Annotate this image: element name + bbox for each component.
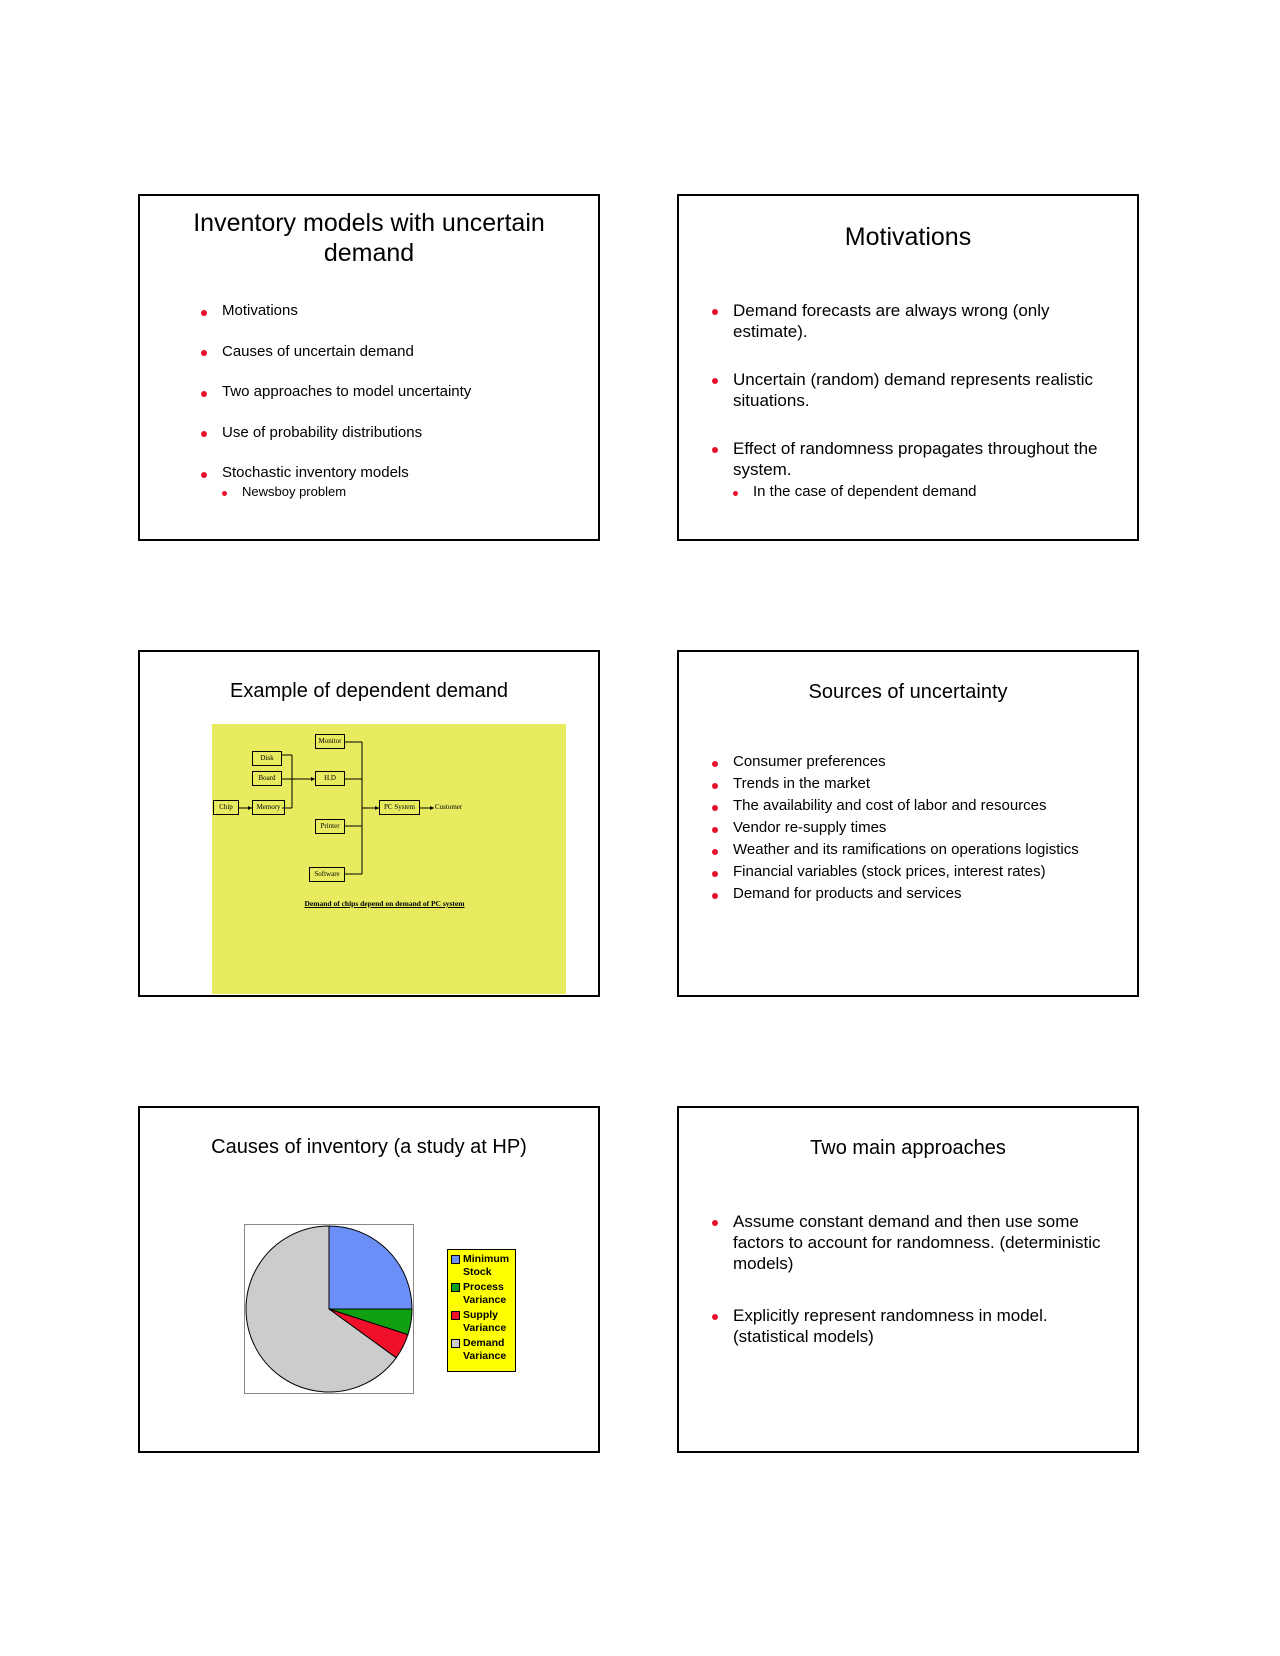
node-customer: Customer bbox=[435, 803, 463, 811]
slide-title: Two main approaches bbox=[810, 1137, 1006, 1159]
slide-6 bbox=[677, 1106, 1139, 1453]
bullet-list bbox=[198, 302, 578, 523]
dependency-diagram bbox=[212, 724, 566, 994]
bullet-item: Use of probability distributions bbox=[198, 424, 578, 442]
legend-label: Minimum Stock bbox=[463, 1253, 510, 1278]
slide-4 bbox=[677, 650, 1139, 997]
chart-legend bbox=[447, 1249, 516, 1372]
slide-title: Inventory models with uncertain demand bbox=[193, 209, 545, 267]
bullet-list bbox=[709, 753, 1129, 907]
pie-chart-svg bbox=[245, 1225, 413, 1393]
bullet-item: Demand forecasts are always wrong (only estimate). bbox=[709, 300, 1119, 342]
bullet-item: Stochastic inventory models bbox=[198, 464, 578, 482]
legend-label: Supply Variance bbox=[463, 1309, 507, 1334]
legend-swatch bbox=[451, 1339, 460, 1348]
node-pc-system: PC System bbox=[379, 800, 420, 815]
bullet-list bbox=[709, 300, 1119, 528]
legend-swatch bbox=[451, 1283, 460, 1292]
sub-bullet-item: Newsboy problem bbox=[198, 484, 578, 500]
slide-title: Causes of inventory (a study at HP) bbox=[211, 1136, 527, 1158]
bullet-item: Assume constant demand and then use some factors to account for randomness. (deterministic models) bbox=[709, 1211, 1119, 1274]
slide-5 bbox=[138, 1106, 600, 1453]
legend-swatch bbox=[451, 1311, 460, 1320]
bullet-item: Trends in the market bbox=[709, 775, 1129, 793]
bullet-item: Vendor re-supply times bbox=[709, 819, 1129, 837]
slide-title: Sources of uncertainty bbox=[808, 681, 1008, 703]
node-software: Software bbox=[309, 867, 345, 882]
bullet-item: Consumer preferences bbox=[709, 753, 1129, 771]
node-memory: Memory bbox=[252, 800, 285, 815]
diagram-caption: Demand of chips depend on demand of PC system bbox=[304, 899, 465, 908]
pie-slice-minimum-stock bbox=[329, 1226, 412, 1309]
bullet-item: Explicitly represent randomness in model. (statistical models) bbox=[709, 1305, 1119, 1347]
legend-item bbox=[451, 1281, 513, 1307]
legend-swatch bbox=[451, 1255, 460, 1264]
node-board: Board bbox=[252, 771, 282, 786]
node-printer: Printer bbox=[315, 819, 345, 834]
slide-1 bbox=[138, 194, 600, 541]
node-chip: Chip bbox=[213, 800, 239, 815]
bullet-item: Effect of randomness propagates throughout the system. bbox=[709, 438, 1119, 480]
bullet-item: Weather and its ramifications on operations logistics bbox=[709, 841, 1129, 859]
legend-item bbox=[451, 1337, 513, 1363]
bullet-item: Causes of uncertain demand bbox=[198, 343, 578, 361]
bullet-item: Demand for products and services bbox=[709, 885, 1129, 903]
legend-item bbox=[451, 1253, 513, 1279]
node-hd: H.D bbox=[315, 771, 345, 786]
pie-chart bbox=[244, 1224, 414, 1394]
slide-title: Motivations bbox=[844, 223, 972, 251]
bullet-item: Financial variables (stock prices, interest rates) bbox=[709, 863, 1129, 881]
legend-item bbox=[451, 1309, 513, 1335]
bullet-item: Two approaches to model uncertainty bbox=[198, 383, 578, 401]
bullet-list bbox=[709, 1211, 1119, 1378]
legend-label: Process Variance bbox=[463, 1281, 507, 1306]
bullet-item: Uncertain (random) demand represents realistic situations. bbox=[709, 369, 1119, 411]
slide-3 bbox=[138, 650, 600, 997]
node-disk: Disk bbox=[252, 751, 282, 766]
bullet-item: Motivations bbox=[198, 302, 578, 320]
legend-label: Demand Variance bbox=[463, 1337, 507, 1362]
node-monitor: Monitor bbox=[315, 734, 345, 749]
slide-title: Example of dependent demand bbox=[230, 680, 508, 702]
slide-2 bbox=[677, 194, 1139, 541]
sub-bullet-item: In the case of dependent demand bbox=[709, 483, 1119, 501]
bullet-item: The availability and cost of labor and resources bbox=[709, 797, 1129, 815]
